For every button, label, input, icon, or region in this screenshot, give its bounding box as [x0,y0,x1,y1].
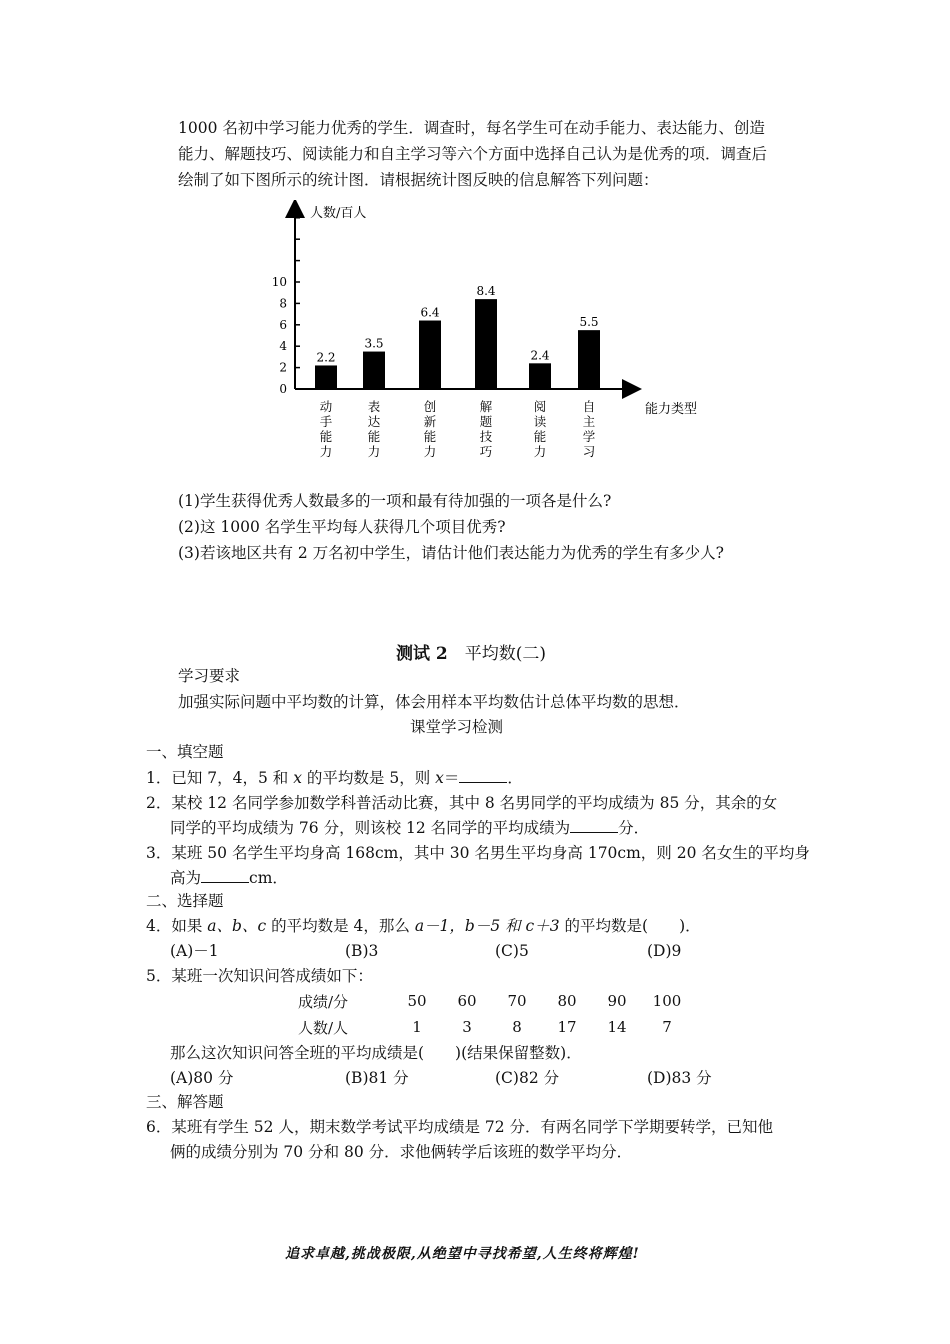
y-tick-label: 6 [279,317,287,332]
answer-blank-2 [570,818,618,833]
chart-question-2: (2)这 1000 名学生平均每人获得几个项目优秀? [178,518,506,536]
part1-heading: 一、填空题 [146,743,224,761]
question-5-option-d: (D)83 分 [647,1069,712,1087]
table-cell: 1 [412,1018,422,1036]
bar-1 [363,352,385,389]
question-2-line-1: 2．某校 12 名同学参加数学科普活动比赛，其中 8 名男同学的平均成绩为 85 分，其余的女 [146,794,778,812]
y-tick-label: 0 [279,382,287,396]
bar-value-label: 2.4 [530,348,550,363]
intro-line-3: 绘制了如下图所示的统计图．请根据统计图反映的信息解答下列问题： [178,171,659,189]
question-5-prompt: 那么这次知识问答全班的平均成绩是( )(结果保留整数)． [170,1044,582,1062]
y-axis-label: 人数/百人 [310,206,367,221]
answer-blank-3 [201,868,249,883]
chart-question-1: (1)学生获得优秀人数最多的一项和最有待加强的一项各是什么? [178,492,612,510]
table-cell: 60 [457,992,477,1010]
question-4: 4．如果 a、b、c 的平均数是 4，那么 a－1，b－5 和 c＋3 的平均数是( )． [146,917,701,935]
bar-chart [260,200,720,465]
question-2-line-2: 同学的平均成绩为 76 分，则该校 12 名同学的平均成绩为 分． [170,819,650,837]
x-category-label: 创新能力 [423,399,437,459]
table-cell: 70 [507,992,527,1010]
question-5-option-b: (B)81 分 [345,1069,409,1087]
bar-3 [475,299,497,389]
table-row-label: 人数/人 [298,1018,349,1037]
question-1: 1．已知 7，4，5 和 x 的平均数是 5，则 x＝ ． [146,769,523,787]
requirement-text: 加强实际问题中平均数的计算，体会用样本平均数估计总体平均数的思想． [178,693,690,711]
table-row-score [298,988,692,1014]
bar-value-label: 2.2 [316,350,336,365]
question-5-option-c: (C)82 分 [495,1069,560,1087]
question-4-option-b: (B)3 [345,942,379,960]
requirement-heading: 学习要求 [178,667,241,685]
y-tick-label: 4 [279,339,287,354]
question-3-line-1: 3．某班 50 名学生平均身高 168cm，其中 30 名男生平均身高 170cm，则 20 名女生的平均身 [146,844,810,862]
table-cell: 80 [557,992,577,1010]
y-tick-label: 2 [279,360,287,375]
section-title-prefix: 测试 2 [396,644,448,664]
table-cell: 50 [407,992,427,1010]
question-6-line-2: 俩的成绩分别为 70 分和 80 分．求他俩转学后该班的数学平均分． [170,1143,633,1161]
part3-heading: 三、解答题 [146,1093,224,1111]
question-5: 5．某班一次知识问答成绩如下： [146,967,373,985]
y-tick-label: 8 [279,296,287,311]
part2-heading: 二、选择题 [146,892,224,910]
bar-0 [315,365,337,389]
class-heading: 课堂学习检测 [410,718,504,736]
question-6-line-1: 6．某班有学生 52 人，期末数学考试平均成绩是 72 分．有两名同学下学期要转学，已知他 [146,1118,774,1136]
bar-4 [529,363,551,389]
x-category-label: 解题技巧 [479,399,493,459]
question-4-option-a: (A)－1 [170,942,219,960]
section-title [396,639,546,664]
y-tick-label: 10 [271,275,287,289]
intro-line-2: 能力、解题技巧、阅读能力和自主学习等六个方面中选择自己认为是优秀的项．调查后 [178,145,768,163]
question-3-line-2: 高为 cm． [170,869,288,887]
x-category-label: 表达能力 [367,399,381,459]
bar-value-label: 3.5 [364,336,384,351]
table-row-count [298,1014,692,1040]
question-4-option-c: (C)5 [495,942,529,960]
question-5-option-a: (A)80 分 [170,1069,234,1087]
table-cell: 14 [607,1018,627,1036]
section-title-main: 平均数(二) [464,644,547,664]
x-category-label: 动手能力 [319,399,333,459]
bar-value-label: 5.5 [579,315,599,330]
bar-2 [419,321,441,389]
footer-motto: 追求卓越,挑战极限,从绝望中寻找希望,人生终将辉煌! [285,1246,640,1262]
bar-5 [578,330,600,389]
table-row-label: 成绩/分 [298,992,349,1011]
answer-blank-1 [459,768,507,783]
x-category-label: 自主学习 [582,399,596,459]
table-cell: 7 [662,1018,672,1036]
score-table [298,988,692,1040]
table-cell: 17 [557,1018,577,1036]
table-cell: 100 [652,992,682,1010]
bar-value-label: 8.4 [476,284,496,299]
chart-question-3: (3)若该地区共有 2 万名初中学生，请估计他们表达能力为优秀的学生有多少人? [178,544,724,562]
x-axis-label: 能力类型 [645,402,698,417]
question-4-option-d: (D)9 [647,942,682,960]
table-cell: 90 [607,992,627,1010]
table-cell: 3 [462,1018,472,1036]
table-cell: 8 [512,1018,522,1036]
intro-line-1: 1000 名初中学习能力优秀的学生．调查时，每名学生可在动手能力、表达能力、创造 [178,119,765,137]
x-category-label: 阅读能力 [533,399,547,459]
bar-value-label: 6.4 [420,305,440,320]
